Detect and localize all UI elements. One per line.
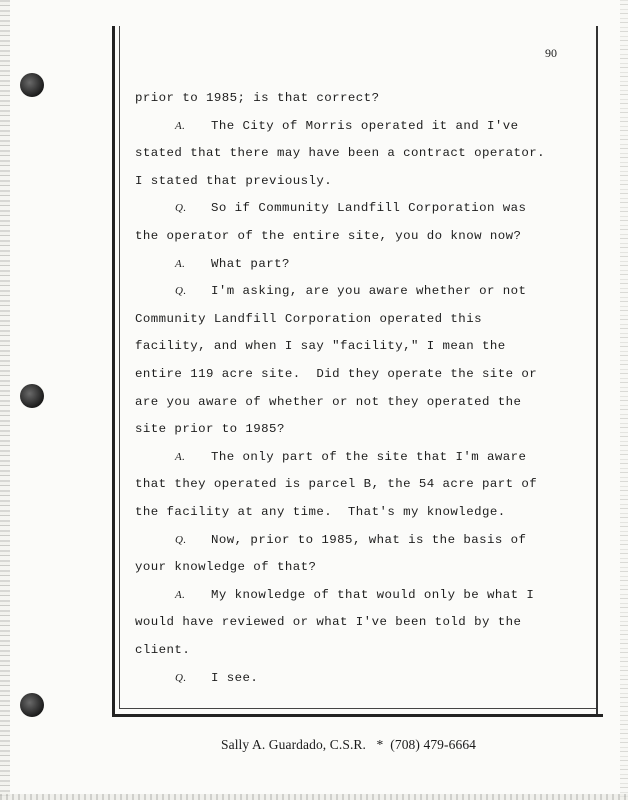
line-text: Community Landfill Corporation operated this bbox=[135, 311, 482, 326]
line-text: What part? bbox=[211, 256, 290, 271]
line-text: client. bbox=[135, 643, 191, 657]
transcript-line bbox=[175, 257, 290, 271]
reporter-name: Sally A. Guardado, C.S.R. bbox=[221, 737, 367, 752]
transcript-line bbox=[135, 477, 537, 491]
transcript-line bbox=[175, 201, 526, 215]
transcript-line bbox=[135, 505, 506, 519]
speaker-tag: Q. bbox=[175, 285, 187, 298]
line-text: entire 119 acre site. Did they operate the site or bbox=[135, 367, 538, 381]
speaker-tag: A. bbox=[175, 450, 186, 463]
scan-edge-bottom bbox=[0, 794, 628, 800]
transcript-line bbox=[175, 450, 526, 464]
transcript-line bbox=[135, 146, 545, 160]
transcript-line bbox=[175, 588, 534, 602]
line-text: I stated that previously. bbox=[135, 173, 333, 188]
transcript-line bbox=[135, 312, 482, 326]
line-text: that they operated is parcel B, the 54 acre part of bbox=[135, 477, 538, 492]
line-text: I see. bbox=[211, 670, 259, 685]
transcript-line bbox=[135, 91, 379, 105]
transcript-line bbox=[175, 533, 526, 547]
transcript-line bbox=[175, 284, 526, 298]
line-text: the operator of the entire site, you do know now? bbox=[135, 229, 522, 243]
binder-hole-middle bbox=[20, 384, 44, 408]
reporter-phone: (708) 479-6664 bbox=[390, 737, 477, 752]
speaker-tag: Q. bbox=[175, 202, 187, 215]
line-text: the facility at any time. That's my knowledge. bbox=[135, 505, 506, 519]
binder-hole-bottom bbox=[20, 693, 44, 717]
speaker-tag: Q. bbox=[175, 671, 187, 684]
footer-separator: * bbox=[376, 737, 384, 752]
line-text: site prior to 1985? bbox=[135, 422, 285, 437]
page-number: 90 bbox=[545, 46, 557, 60]
binder-hole-top bbox=[20, 73, 44, 97]
transcript-line bbox=[135, 643, 190, 657]
line-text: are you aware of whether or not they operated the bbox=[135, 394, 522, 409]
speaker-tag: A. bbox=[175, 119, 186, 132]
line-text: Now, prior to 1985, what is the basis of bbox=[211, 532, 527, 547]
transcript-line bbox=[135, 229, 521, 243]
line-text: The only part of the site that I'm aware bbox=[211, 449, 527, 464]
line-text: would have reviewed or what I've been told by the bbox=[135, 615, 522, 630]
transcript-line bbox=[135, 560, 316, 574]
line-text: stated that there may have been a contract operator. bbox=[135, 146, 546, 161]
transcript-line bbox=[175, 119, 519, 133]
page-frame-right bbox=[596, 26, 598, 714]
transcript-line bbox=[135, 367, 537, 381]
speaker-tag: A. bbox=[175, 257, 186, 270]
transcript-line bbox=[135, 615, 521, 629]
scan-edge-left bbox=[0, 0, 10, 800]
line-text: So if Community Landfill Corporation was bbox=[211, 201, 527, 216]
line-text: facility, and when I say "facility," I mean the bbox=[135, 339, 506, 354]
line-text: The City of Morris operated it and I've bbox=[211, 118, 519, 133]
line-text: I'm asking, are you aware whether or not bbox=[211, 284, 527, 299]
line-text: My knowledge of that would only be what I bbox=[211, 587, 535, 602]
reporter-footer bbox=[221, 737, 476, 753]
transcript-line bbox=[135, 339, 506, 353]
speaker-tag: A. bbox=[175, 588, 186, 601]
line-text: prior to 1985; is that correct? bbox=[135, 91, 380, 105]
transcript-line bbox=[175, 671, 258, 685]
speaker-tag: Q. bbox=[175, 533, 187, 546]
transcript-line bbox=[135, 422, 285, 436]
transcript-line bbox=[135, 395, 521, 409]
transcript-line bbox=[135, 174, 332, 188]
line-text: your knowledge of that? bbox=[135, 560, 317, 575]
scan-edge-right bbox=[620, 0, 628, 800]
